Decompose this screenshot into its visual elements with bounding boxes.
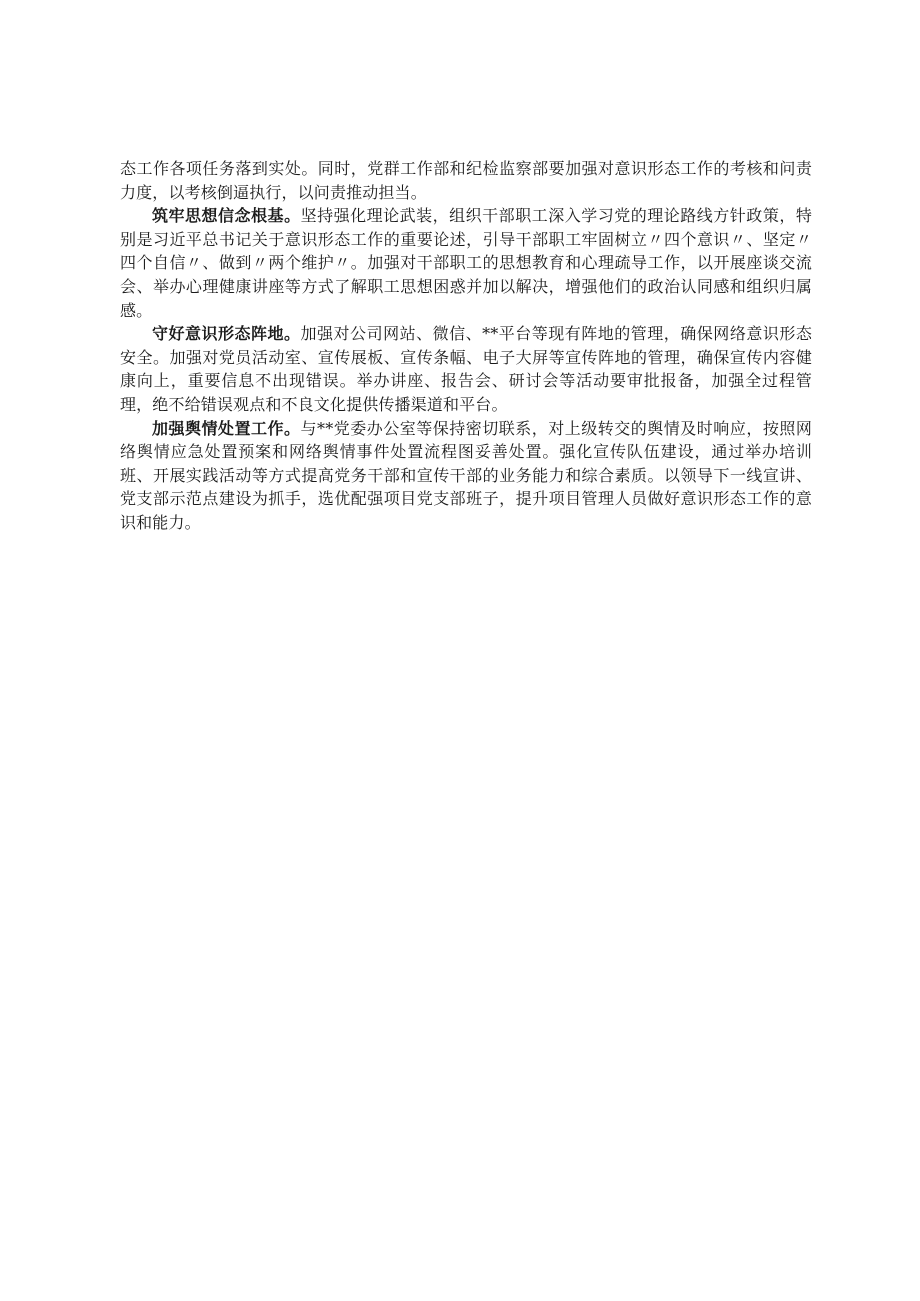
paragraph-heading: 筑牢思想信念根基。 xyxy=(152,206,301,226)
paragraph-continuation xyxy=(120,157,812,204)
paragraph-text: 坚持强化理论武装，组织干部职工深入学习党的理论路线方针政策，特别是习近平总书记关于意识形态工作的重要论述，引导干部职工牢固树立〃四个意识〃、坚定〃四个自信〃、做到〃两个维护〃。加强对干部职工的思想教育和心理疏导工作，以开展座谈交流会、举办心理健康讲座等方式了解职工思想困惑并加以解决，增强他们的政治认同感和组织归属感。 xyxy=(120,206,812,320)
paragraph-ideology-position xyxy=(120,322,812,416)
paragraph-text: 加强对公司网站、微信、**平台等现有阵地的管理，确保网络意识形态安全。加强对党员活动室、宣传展板、宣传条幅、电子大屏等宣传阵地的管理，确保宣传内容健康向上，重要信息不出现错误。举办讲座、报告会、研讨会等活动要审批报备，加强全过程管理，绝不给错误观点和不良文化提供传播渠道和平台。 xyxy=(120,324,812,414)
document-body xyxy=(120,157,812,535)
paragraph-text: 态工作各项任务落到实处。同时，党群工作部和纪检监察部要加强对意识形态工作的考核和问责力度，以考核倒逼执行，以问责推动担当。 xyxy=(120,159,812,202)
paragraph-ideology-foundation xyxy=(120,204,812,322)
paragraph-heading: 加强舆情处置工作。 xyxy=(152,418,301,438)
paragraph-heading: 守好意识形态阵地。 xyxy=(152,324,301,344)
paragraph-public-opinion xyxy=(120,417,812,535)
paragraph-text: 与**党委办公室等保持密切联系，对上级转交的舆情及时响应，按照网络舆情应急处置预案和网络舆情事件处置流程图妥善处置。强化宣传队伍建设，通过举办培训班、开展实践活动等方式提高党务干部和宣传干部的业务能力和综合素质。以领导下一线宣讲、党支部示范点建设为抓手，选优配强项目党支部班子，提升项目管理人员做好意识形态工作的意识和能力。 xyxy=(120,418,812,532)
